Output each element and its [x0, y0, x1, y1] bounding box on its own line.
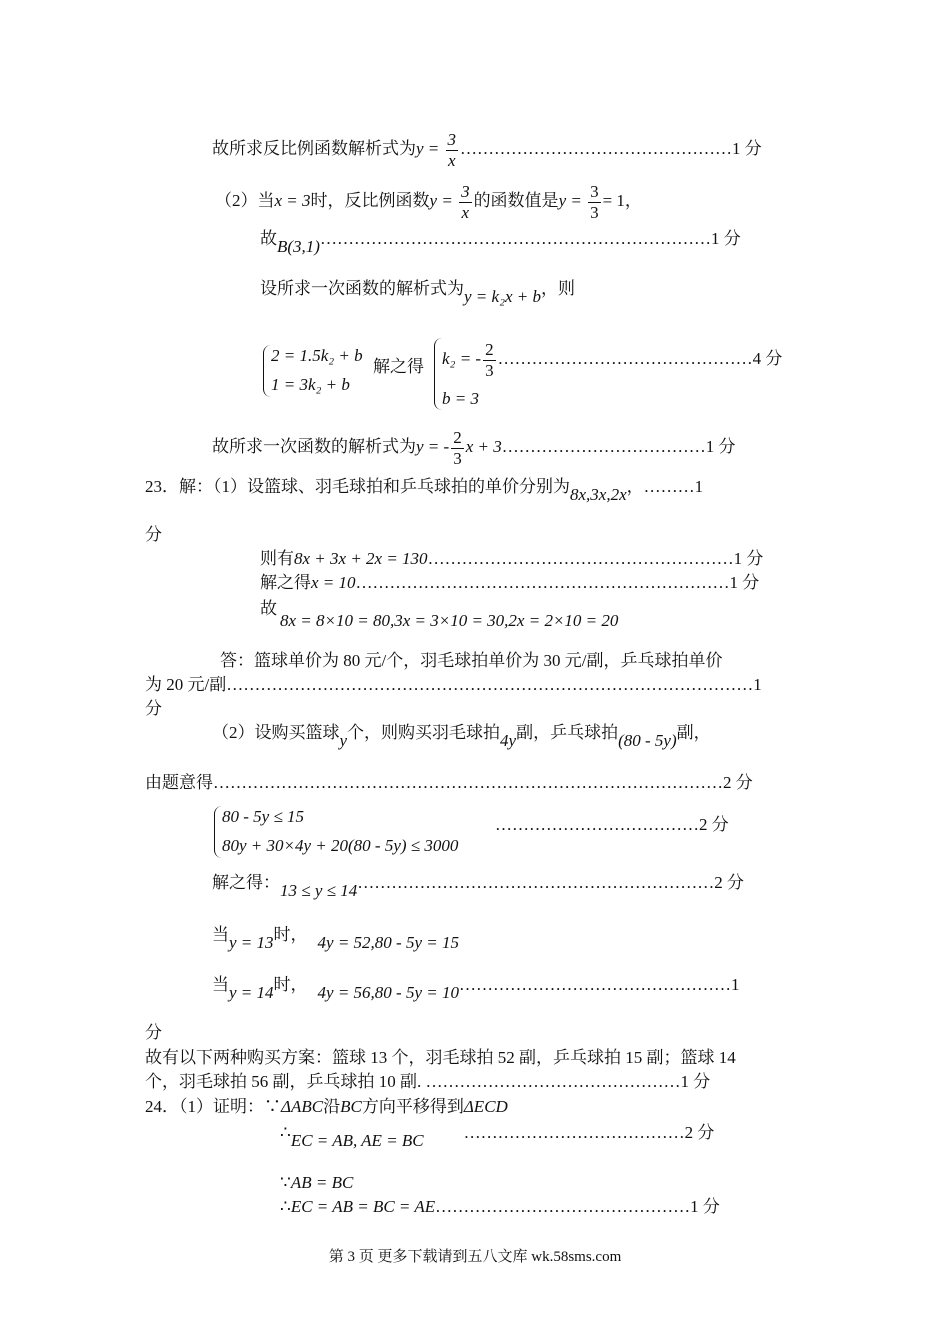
math: y = [429, 191, 458, 210]
score-dots: ………………………………1 分 [501, 437, 736, 456]
system1-row1: 2 = 1.5k₂ + b [271, 346, 363, 365]
fraction: $\frac{3}{3}$ [590, 181, 599, 222]
case-13: 当y = 13时， 4y = 52,80 - 5y = 15 [212, 925, 459, 952]
math: y = - [416, 437, 450, 456]
system1-row2: 1 = 3k₂ + b [271, 375, 350, 394]
inequality-dots: ………………………………2 分 [495, 815, 729, 834]
q23-equation: 则有8x + 3x + 2x = 130………………………………………………1 分 [260, 549, 764, 568]
q23-by-problem: 由题意得………………………………………………………………………………2 分 [145, 773, 753, 792]
fraction: $\frac{2}{3}$ [453, 427, 462, 468]
math: y = [416, 139, 444, 158]
text: 故所求一次函数的解析式为 [212, 437, 416, 456]
q24-line4: ∴EC = AB = BC = AE………………………………………1 分 [280, 1197, 720, 1216]
q24-line3: ∵AB = BC [280, 1173, 354, 1192]
line-linear-setup [260, 278, 575, 306]
text: ，则 [541, 279, 575, 298]
math: x + 3 [465, 437, 502, 456]
text: 时，反比例函数 [310, 191, 430, 210]
q23-values: 8x = 8×10 = 80,3x = 3×10 = 30,2x = 2×10 = 20 [280, 611, 619, 630]
solution-b: b = 3 [442, 389, 479, 408]
line-point-b [260, 228, 741, 256]
text: 设所求一次函数的解析式为 [260, 279, 464, 298]
score-dots: ……………………………………………………………1 分 [319, 229, 741, 248]
q23-part2: （2）设购买篮球y个，则购买羽毛球拍4y副，乒乓球拍(80 - 5y)副， [212, 723, 711, 750]
q24-heading: 24．（1）证明：∵ΔABC沿BC方向平移得到ΔECD [145, 1097, 508, 1116]
q24-line2: ∴EC = AB, AE = BC …………………………………2 分 [280, 1123, 715, 1150]
text: 的函数值是 [473, 191, 559, 210]
system1-solve-label: 解之得 [373, 357, 424, 376]
line-linear-result [212, 426, 735, 469]
q23-answer-3: 分 [145, 699, 162, 718]
line-part2-when-x-3 [215, 180, 642, 223]
text: 故 [260, 229, 277, 248]
math: x = 3 [274, 191, 311, 210]
inequality-solution: 解之得：13 ≤ y ≤ 14………………………………………………………2 分 [212, 873, 744, 900]
q23-answer-1: 答：篮球单价为 80 元/个，羽毛球拍单价为 30 元/副，乒乓球拍单价 [220, 651, 723, 670]
plan-line-2: 个，羽毛球拍 56 副，乒乓球拍 10 副. ………………………………………1 分 [145, 1072, 711, 1091]
math: y = k₂x + b [464, 287, 541, 306]
score-dots: ………………………………………4 分 [497, 349, 783, 368]
line-inverse-function-result [212, 128, 762, 171]
q23-therefore-label: 故 [260, 599, 277, 618]
fraction: $\frac{3}{x}$ [447, 129, 457, 170]
solution-k2: k₂ = - $\frac{2}{3}$ ………………………………………4 分 [442, 339, 783, 380]
q23-fen: 分 [145, 525, 162, 544]
case-14-fen: 分 [145, 1023, 162, 1042]
q23-heading: 23．解：（1）设篮球、羽毛球拍和乒乓球拍的单价分别为8x,3x,2x，………1 [145, 477, 704, 504]
page-footer: 第 3 页 更多下载请到五八文库 wk.58sms.com [328, 1249, 622, 1265]
inequality-row1: 80 - 5y ≤ 15 [222, 807, 305, 826]
text: = 1， [602, 191, 642, 210]
math: B(3,1) [277, 237, 320, 256]
inequality-row2: 80y + 30×4y + 20(80 - 5y) ≤ 3000 [222, 836, 459, 855]
score-dots: …………………………………………1 分 [460, 139, 762, 158]
fraction: $\frac{3}{x}$ [461, 181, 470, 222]
math: y = [558, 191, 587, 210]
q23-solve: 解之得x = 10…………………………………………………………1 分 [260, 573, 760, 592]
case-14: 当y = 14时， 4y = 56,80 - 5y = 10…………………………………………1 [212, 975, 740, 1002]
text: （2）当 [215, 191, 275, 210]
text: 故所求反比例函数解析式为 [212, 139, 416, 158]
plan-line-1: 故有以下两种购买方案：篮球 13 个，羽毛球拍 52 副，乒乓球拍 15 副；篮球 14 [145, 1048, 736, 1067]
q23-answer-2: 为 20 元/副…………………………………………………………………………………1 [145, 675, 762, 694]
